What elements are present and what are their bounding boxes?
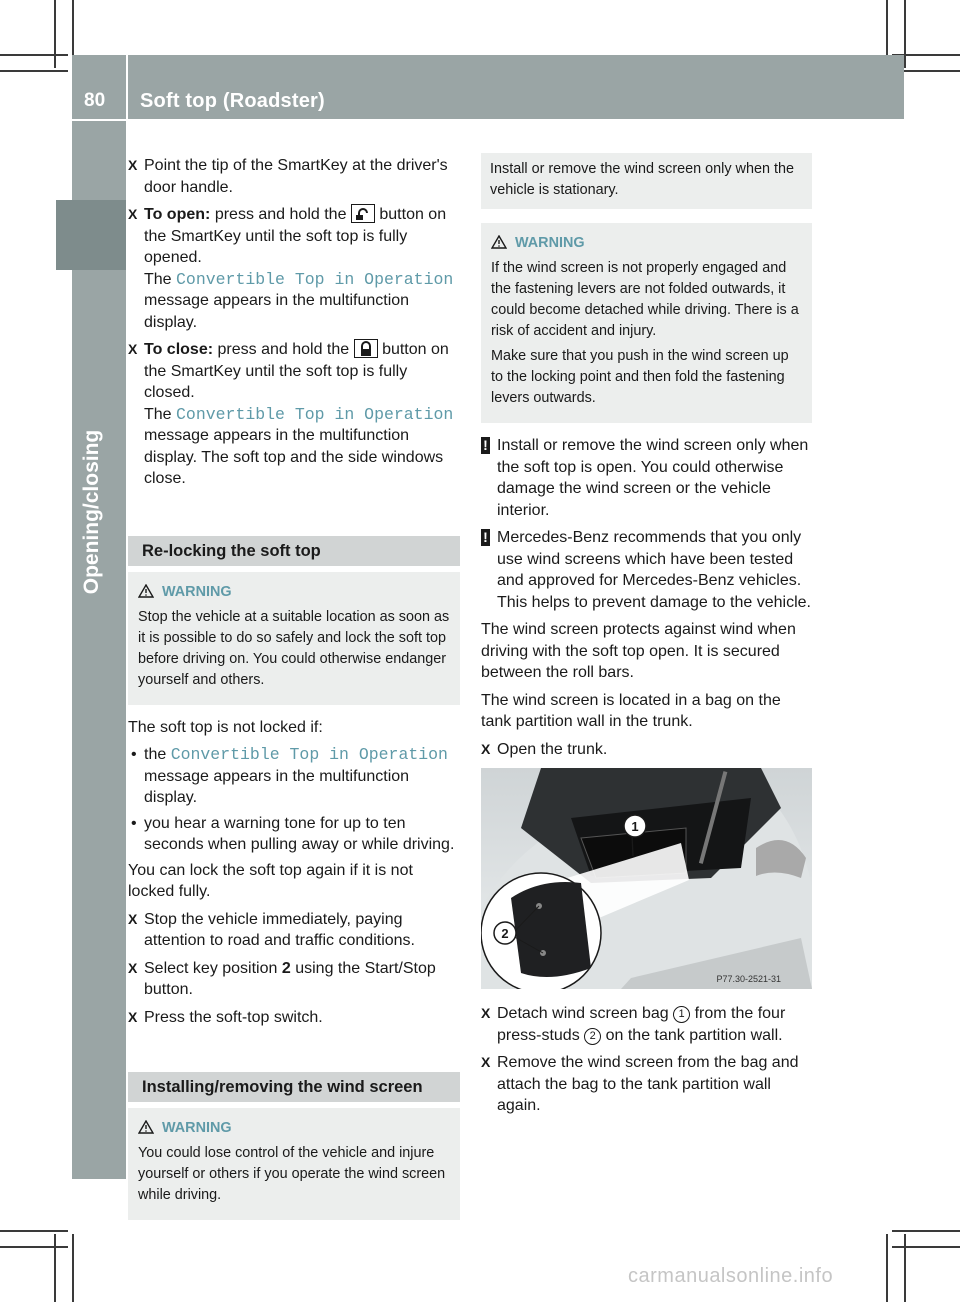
crop-mark — [904, 0, 906, 68]
note-item: ! Mercedes-Benz recommends that you only use wind screens which have been tested and approved for Mercedes-Benz vehicles. This helps to prevent damage to the vehicle. — [481, 527, 812, 613]
crop-mark — [0, 1246, 68, 1248]
left-column: X Point the tip of the SmartKey at the driver's door handle. X To open: press and hold the button on the SmartKey until the soft top is fully opened. The Convertible Top in Operation message appears in the multifunction display. X To close: press and hold the button on the SmartKey until the soft top is fully closed. The Convertible Top in Operation message appears in the multifunction display. The soft top and the side windows close. Re-locking the soft top WARNING Stop the vehicle at a suitable location as soon as it is possible to do so safely and lock the soft top before driving on. You could otherwise endanger yourself and others. The soft top is not locked if: • the Convertible Top in Operation message appears in the multifunction display. • you hear a warning tone for up to ten seconds when pulling away or while driving. You can lock the soft top again if it is not locked fully. X Stop the vehicle immediately, paying attention to road and traffic conditions. X Select key position 2 using the Start/Stop button. X Press the soft-top switch. Installing/removing the wind screen WARNING You could lose control of the vehicle and injure yourself or others if you operate the wind screen while driving. — [128, 155, 460, 1232]
trunk-figure — [481, 768, 812, 989]
warning-box: WARNING Stop the vehicle at a suitable location as soon as it is possible to do so safely and lock the soft top before driving on. You could otherwise endanger yourself and others. — [128, 572, 460, 705]
sidebar-section-label: Opening/closing — [80, 429, 103, 595]
instruction-step: X To close: press and hold the button on the SmartKey until the soft top is fully closed. The Convertible Top in Operation message appears in the multifunction display. The soft top and the side windows close. — [128, 341, 454, 487]
callout-ref-2: 2 — [584, 1028, 601, 1045]
lock-key-icon — [354, 339, 378, 358]
sidebar-marker — [56, 200, 126, 270]
callout-1-label: 1 — [631, 819, 639, 834]
crop-mark — [892, 1246, 960, 1248]
section-heading: Re-locking the soft top — [128, 536, 460, 566]
instruction-step: X Remove the wind screen from the bag and attach the bag to the tank partition wall again. — [481, 1054, 799, 1114]
instruction-step: X Press the soft-top switch. — [128, 1007, 460, 1029]
instruction-step: X Detach wind screen bag 1 from the four press-studs 2 on the tank partition wall. — [481, 1005, 786, 1044]
crop-mark — [0, 70, 68, 72]
crop-mark — [886, 1234, 888, 1302]
instruction-step: X Point the tip of the SmartKey at the driver's door handle. — [128, 157, 448, 196]
warning-triangle-icon — [138, 584, 154, 598]
note-exclamation-icon: ! — [481, 529, 490, 546]
display-message: Convertible Top in Operation — [176, 269, 454, 289]
watermark: carmanualsonline.info — [628, 1265, 834, 1287]
display-message: Convertible Top in Operation — [170, 745, 448, 764]
crop-mark — [72, 1234, 74, 1302]
unlock-key-icon — [351, 204, 375, 223]
warning-box: WARNING If the wind screen is not properly engaged and the fastening levers are not folded outwards, it could become detached while driving. There is a risk of accident and injury. Make sure that you push in the wind screen up to the locking point and then fold the fastening levers outwards. — [481, 223, 812, 423]
step-arrow-icon: X — [128, 157, 138, 173]
list-item: • you hear a warning tone for up to ten seconds when pulling away or while driving. — [131, 814, 455, 853]
crop-mark — [0, 1230, 68, 1232]
warning-title: WARNING — [138, 582, 450, 603]
crop-mark — [54, 0, 56, 68]
step-arrow-icon: X — [128, 341, 138, 357]
trunk-illustration — [481, 768, 812, 989]
page-number: 80 — [84, 90, 106, 111]
info-box: Install or remove the wind screen only when the vehicle is stationary. — [481, 153, 812, 209]
list-item: • the Convertible Top in Operation message appears in the multifunction display. — [131, 745, 448, 806]
warning-triangle-icon — [138, 1120, 154, 1134]
display-message: Convertible Top in Operation — [176, 404, 454, 424]
warning-box: WARNING You could lose control of the vehicle and injure yourself or others if you operate the wind screen while driving. — [128, 1108, 460, 1220]
note-item: ! Install or remove the wind screen only when the soft top is open. You could otherwise damage the wind screen or the vehicle interior. — [481, 435, 812, 521]
instruction-step: X Open the trunk. — [481, 739, 812, 761]
step-arrow-icon: X — [128, 1008, 138, 1025]
step-arrow-icon: X — [481, 1054, 491, 1070]
warning-title: WARNING — [491, 233, 802, 254]
right-column: Install or remove the wind screen only when the vehicle is stationary. WARNING If the wind screen is not properly engaged and the fastening levers are not folded outwards, it could become detached while driving. There is a risk of accident and injury. Make sure that you push in the wind screen up to the locking point and then fold the fastening levers outwards. ! Install or remove the wind screen only when the soft top is open. You could otherwise damage the wind screen or the vehicle interior. ! Mercedes-Benz recommends that you only use wind screens which have been tested and approved for Mercedes-Benz vehicles. This helps to prevent damage to the vehicle. The wind screen protects against wind when driving with the soft top open. It is secured between the roll bars. The wind screen is located in a bag on the tank partition wall in the trunk. X Open the trunk. 1 2 P77.30-2521-31 X Detach wind screen bag 1 from the four press-studs 2 on the tank partition wall. X Remove the wind screen from the bag and attach the bag to the tank partition wall again. — [481, 153, 812, 1123]
step-arrow-icon: X — [128, 959, 138, 976]
step-arrow-icon: X — [481, 1005, 491, 1021]
crop-mark — [892, 1230, 960, 1232]
section-heading: Installing/removing the wind screen — [128, 1072, 460, 1102]
instruction-step: X To open: press and hold the button on the SmartKey until the soft top is fully opened. The Convertible Top in Operation message appears in the multifunction display. — [128, 206, 454, 331]
header-divider — [126, 55, 128, 119]
callout-ref-1: 1 — [673, 1006, 690, 1023]
crop-mark — [0, 54, 68, 56]
page-title: Soft top (Roadster) — [140, 90, 325, 112]
sidebar-band — [72, 121, 126, 1179]
callout-2-label: 2 — [501, 926, 509, 941]
warning-triangle-icon — [491, 235, 507, 249]
instruction-step: X Stop the vehicle immediately, paying attention to road and traffic conditions. — [128, 910, 415, 949]
crop-mark — [54, 1234, 56, 1302]
crop-mark — [904, 1234, 906, 1302]
note-exclamation-icon: ! — [481, 437, 490, 454]
step-arrow-icon: X — [481, 740, 491, 757]
warning-title: WARNING — [138, 1118, 450, 1139]
instruction-step: X Select key position 2 using the Start/Stop button. — [128, 959, 436, 998]
step-arrow-icon: X — [128, 206, 138, 222]
step-arrow-icon: X — [128, 910, 138, 927]
figure-code: P77.30-2521-31 — [716, 974, 781, 984]
